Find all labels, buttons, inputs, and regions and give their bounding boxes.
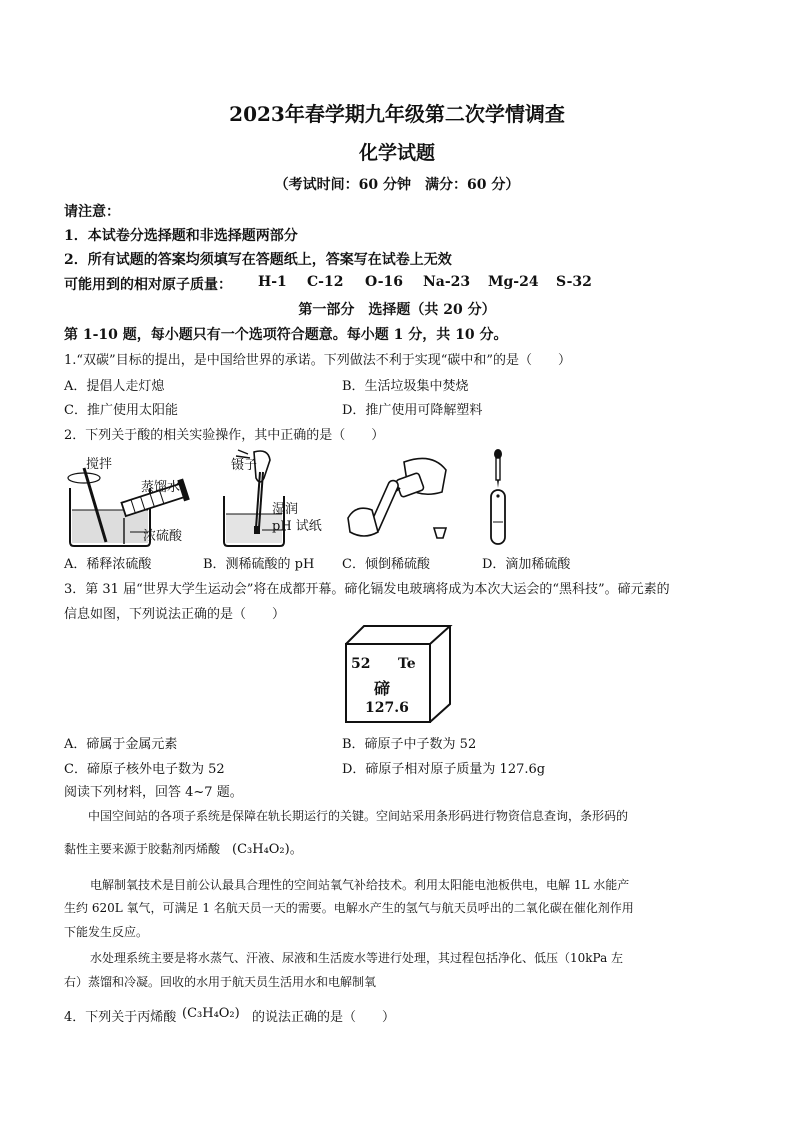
atomic-mass: Mg-24	[488, 274, 539, 290]
atomic-mass: S-32	[556, 274, 592, 290]
q2-option-d: D．滴加稀硫酸	[482, 557, 571, 572]
part1-heading: 第一部分 选择题（共 20 分）	[298, 302, 496, 318]
subject-title: 化学试题	[358, 142, 435, 164]
question-2-stem: 2．下列关于酸的相关实验操作，其中正确的是（ ）	[64, 428, 385, 443]
notice-item-2: 2．所有试题的答案均须填写在答题纸上，答案写在试卷上无效	[64, 252, 452, 268]
q1-option-d: D．推广使用可降解塑料	[342, 403, 483, 418]
q2-option-c: C．倾倒稀硫酸	[342, 557, 430, 572]
q3-option-d: D．碲原子相对原子质量为 127.6g	[342, 762, 546, 777]
exam-info: （考试时间：60 分钟 满分：60 分）	[274, 177, 520, 193]
reading-p1-line2: 黏性主要来源于胶黏剂丙烯酸	[64, 842, 221, 856]
element-mass: 127.6	[365, 700, 409, 716]
reading-p2-line2: 生约 620L 氧气，可满足 1 名航天员一天的需要。电解水产生的氢气与航天员呼出的二氧化碳在催化剂作用	[64, 901, 634, 915]
atomic-mass: Na-23	[423, 274, 471, 290]
atomic-masses-label: 可能用到的相对原子质量：	[64, 277, 232, 293]
question-1-stem: 1.“双碳”目标的提出，是中国给世界的承诺。下列做法不利于实现“碳中和”的是（ ）	[64, 353, 571, 368]
element-symbol: Te	[398, 656, 416, 672]
label-water: 蒸馏水	[141, 480, 181, 495]
atomic-mass: H-1	[258, 274, 287, 290]
reading-intro: 阅读下列材料，回答 4~7 题。	[64, 785, 243, 800]
figure-drop-acid	[478, 448, 518, 548]
question-4-stem-part2: 的说法正确的是（ ）	[252, 1010, 396, 1025]
q1-option-a: A．提倡人走灯熄	[64, 379, 165, 394]
reading-p3-line1: 水处理系统主要是将水蒸气、汗液、尿液和生活废水等进行处理，其过程包括净化、低压（10kPa 左	[90, 951, 624, 965]
q2-option-a: A．稀释浓硫酸	[64, 557, 152, 572]
atomic-mass: O-16	[365, 274, 404, 290]
question-3-stem-line2: 信息如图，下列说法正确的是（ ）	[64, 607, 286, 622]
q3-option-b: B．碲原子中子数为 52	[342, 737, 477, 752]
reading-p3-line2: 右）蒸馏和冷凝。回收的水用于航天员生活用水和电解制氧	[64, 975, 377, 989]
reading-p2-line3: 下能发生反应。	[64, 925, 149, 939]
notice-label: 请注意：	[64, 204, 120, 220]
q3-option-a: A．碲属于金属元素	[64, 737, 178, 752]
question-4-stem-part1: 4．下列关于丙烯酸	[64, 1010, 177, 1025]
question-3-stem-line1: 3．第 31 届“世界大学生运动会”将在成都开幕。碲化镉发电玻璃将成为本次大运会的“黑科技”。碲元素的	[64, 582, 670, 597]
reading-p2-line1: 电解制氧技术是目前公认最具合理性的空间站氧气补给技术。利用太阳能电池板供电，电解 1L 水能产	[90, 878, 630, 892]
reading-p1-line1: 中国空间站的各项子系统是保障在轨长期运行的关键。空间站采用条形码进行物资信息查询，条形码的	[88, 809, 629, 823]
element-number: 52	[351, 656, 371, 672]
page-title: 2023年春学期九年级第二次学情调查	[229, 102, 565, 126]
part1-instruction: 第 1-10 题，每小题只有一个选项符合题意。每小题 1 分，共 10 分。	[64, 327, 508, 343]
atomic-mass: C-12	[307, 274, 344, 290]
question-4-formula: (C₃H₄O₂)	[182, 1006, 240, 1021]
q2-option-b: B．测稀硫酸的 pH	[203, 557, 315, 572]
q3-option-c: C．碲原子核外电子数为 52	[64, 762, 225, 777]
figure-pour-acid	[342, 448, 462, 548]
q1-option-b: B．生活垃圾集中焚烧	[342, 379, 469, 394]
label-acid: 浓硫酸	[143, 529, 183, 544]
label-tweezers: 镊子	[231, 458, 258, 473]
element-name: 碲	[374, 679, 391, 698]
reading-p1-formula: (C₃H₄O₂)。	[232, 842, 303, 857]
notice-item-1: 1．本试卷分选择题和非选择题两部分	[64, 228, 298, 244]
label-paper-1: 湿润	[272, 502, 299, 517]
label-paper-2: pH 试纸	[272, 519, 322, 534]
q1-option-c: C．推广使用太阳能	[64, 403, 178, 418]
label-stir: 搅拌	[86, 457, 113, 472]
